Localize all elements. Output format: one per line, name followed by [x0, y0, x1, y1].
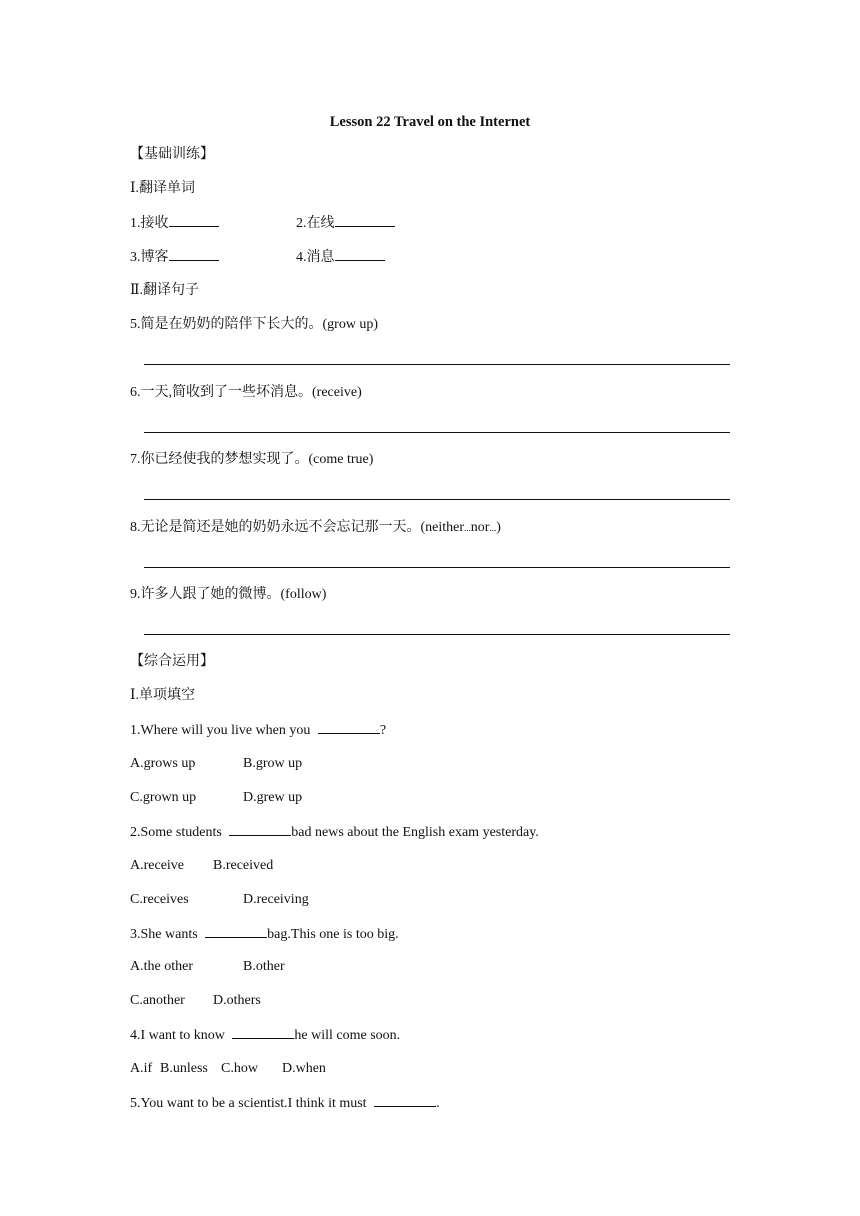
- sentence-item-9: 9.许多人跟了她的微博。(follow): [130, 587, 327, 602]
- option-d[interactable]: D.when: [282, 1061, 326, 1076]
- option-d[interactable]: D.grew up: [243, 790, 303, 805]
- part-heading-word-translation: Ⅰ.翻译单词: [130, 181, 196, 196]
- option-b[interactable]: B.other: [243, 959, 285, 974]
- option-b[interactable]: B.received: [213, 858, 274, 873]
- option-a[interactable]: A.grows up: [130, 756, 196, 771]
- answer-blank[interactable]: [318, 721, 380, 734]
- answer-line[interactable]: [144, 364, 728, 365]
- option-c[interactable]: C.another: [130, 993, 185, 1008]
- question-2: 2.Some students bad news about the English exam yesterday.: [130, 825, 539, 840]
- sentence-item-5: 5.简是在奶奶的陪伴下长大的。(grow up): [130, 317, 379, 332]
- question-4: 4.I want to know he will come soon.: [130, 1028, 401, 1043]
- option-a[interactable]: A.receive: [130, 858, 185, 873]
- answer-blank[interactable]: [229, 823, 291, 836]
- section-heading-comprehensive: 【综合运用】: [130, 654, 214, 669]
- answer-line[interactable]: [144, 567, 728, 568]
- option-b[interactable]: B.unless: [160, 1061, 208, 1076]
- answer-blank[interactable]: [169, 214, 219, 227]
- option-a[interactable]: A.if: [130, 1061, 153, 1076]
- part-heading-multiple-choice: Ⅰ.单项填空: [130, 688, 196, 703]
- option-c[interactable]: C.how: [221, 1061, 258, 1076]
- question-1: 1.Where will you live when you ?: [130, 723, 387, 738]
- section-heading-basic: 【基础训练】: [130, 147, 214, 162]
- answer-blank[interactable]: [232, 1026, 294, 1039]
- answer-blank[interactable]: [169, 248, 219, 261]
- word-item-3: 3.博客: [130, 248, 219, 267]
- option-a[interactable]: A.the other: [130, 959, 193, 974]
- question-5: 5.You want to be a scientist.I think it must .: [130, 1096, 440, 1111]
- answer-blank[interactable]: [205, 925, 267, 938]
- answer-line[interactable]: [144, 432, 728, 433]
- answer-blank[interactable]: [335, 214, 395, 227]
- answer-line[interactable]: [144, 634, 728, 635]
- option-d[interactable]: D.others: [213, 993, 261, 1008]
- sentence-item-6: 6.一天,简收到了一些坏消息。(receive): [130, 385, 362, 400]
- option-c[interactable]: C.receives: [130, 892, 189, 907]
- word-item-4: 4.消息: [296, 248, 385, 267]
- part-heading-sentence-translation: Ⅱ.翻译句子: [130, 283, 200, 298]
- answer-blank[interactable]: [335, 248, 385, 261]
- answer-blank[interactable]: [374, 1094, 436, 1107]
- question-3: 3.She wants bag.This one is too big.: [130, 927, 399, 942]
- page-title: Lesson 22 Travel on the Internet: [329, 114, 531, 130]
- sentence-item-7: 7.你已经使我的梦想实现了。(come true): [130, 452, 374, 467]
- answer-line[interactable]: [144, 499, 728, 500]
- word-item-2: 2.在线: [296, 214, 395, 233]
- option-d[interactable]: D.receiving: [243, 892, 309, 907]
- option-c[interactable]: C.grown up: [130, 790, 197, 805]
- sentence-item-8: 8.无论是简还是她的奶奶永远不会忘记那一天。(neither...nor...): [130, 520, 501, 535]
- word-item-1: 1.接收: [130, 214, 219, 233]
- option-b[interactable]: B.grow up: [243, 756, 303, 771]
